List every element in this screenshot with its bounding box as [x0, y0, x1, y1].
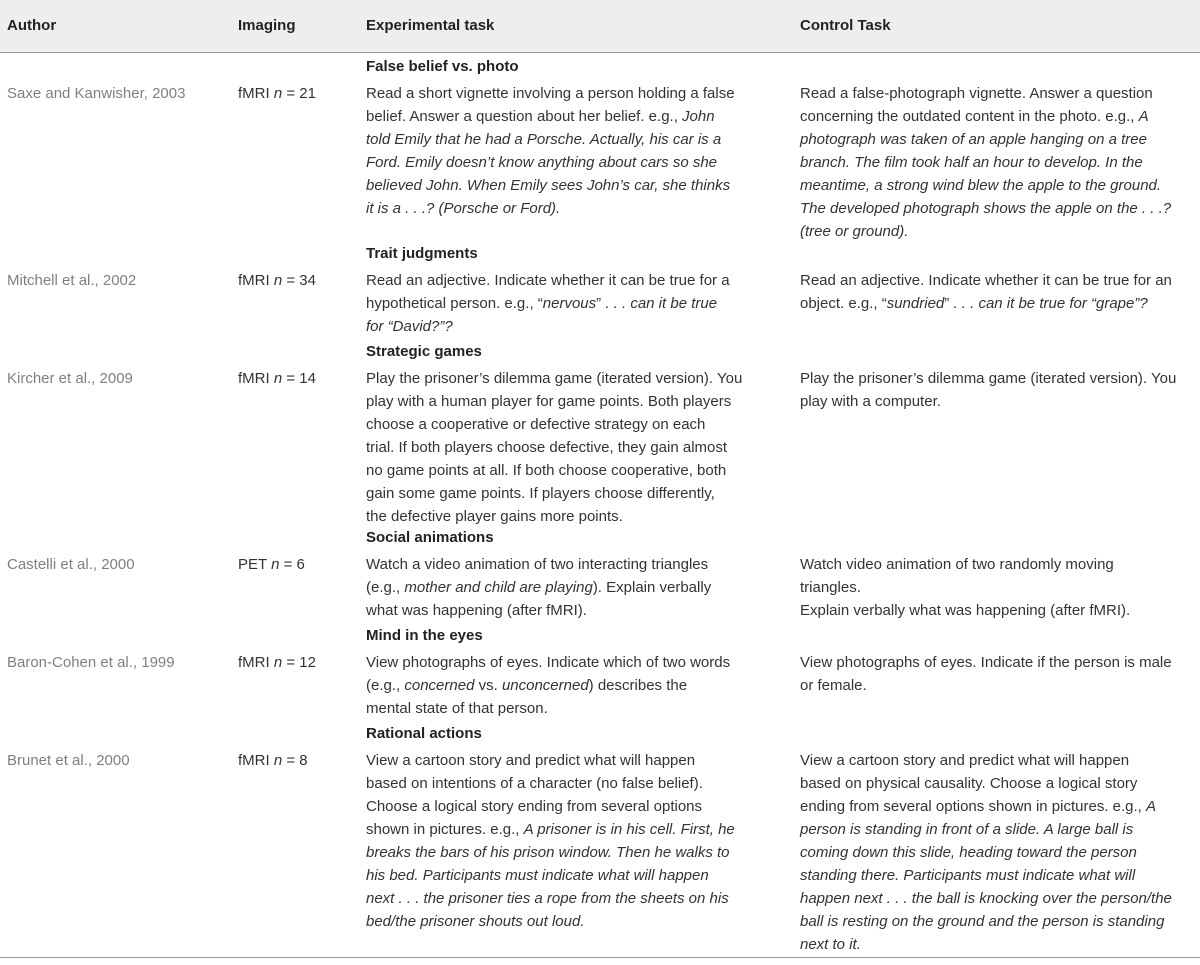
- control-task-line: object. e.g., “sundried” . . . can it be true for “grape”?: [800, 295, 1148, 312]
- experimental-task-line: breaks the bars of his prison window. Then he walks to: [366, 844, 730, 861]
- imaging-cell: fMRI n = 14: [238, 370, 316, 387]
- experimental-task-line: next . . . the prisoner ties a rope from the sheets on his: [366, 890, 729, 907]
- experimental-task-line: the defective player gains more points.: [366, 508, 623, 525]
- imaging-cell: fMRI n = 12: [238, 654, 316, 671]
- control-task-line: Watch video animation of two randomly moving: [800, 556, 1114, 573]
- experimental-task-line: shown in pictures. e.g., A prisoner is in his cell. First, he: [366, 821, 735, 838]
- experimental-task-line: View a cartoon story and predict what will happen: [366, 752, 696, 769]
- imaging-cell: PET n = 6: [238, 556, 305, 573]
- control-task-line: standing there. Participants must indicate what will: [800, 867, 1136, 884]
- author-cell: Castelli et al., 2000: [7, 556, 135, 573]
- control-task-line: Explain verbally what was happening (after fMRI).: [800, 602, 1131, 619]
- control-task-line: triangles.: [800, 579, 861, 596]
- imaging-cell: fMRI n = 21: [238, 85, 316, 102]
- control-task-line: ball is resting on the ground and the person is standing: [800, 913, 1165, 930]
- experimental-task-line: mental state of that person.: [366, 700, 548, 717]
- control-task-line: coming down this slide, heading toward the person: [800, 844, 1137, 861]
- control-task-line: View photographs of eyes. Indicate if the person is male: [800, 654, 1172, 671]
- experimental-task-line: no game points at all. If both choose cooperative, both: [366, 462, 727, 479]
- control-task-line: branch. The film took half an hour to develop. In the: [800, 154, 1143, 171]
- section-heading: Trait judgments: [366, 245, 478, 262]
- control-task-line: happen next . . . the ball is knocking over the person/the: [800, 890, 1172, 907]
- author-cell: Mitchell et al., 2002: [7, 272, 137, 289]
- control-task-line: next to it.: [800, 936, 861, 953]
- experimental-task-line: Read a short vignette involving a person holding a false: [366, 85, 735, 102]
- experimental-task-line: his bed. Participants must indicate what will happen: [366, 867, 709, 884]
- header-imaging: Imaging: [238, 17, 296, 34]
- control-task-line: The developed photograph shows the apple on the . . .?: [800, 200, 1172, 217]
- author-cell: Baron-Cohen et al., 1999: [7, 654, 175, 671]
- experimental-task-line: trial. If both players choose defective, they gain almost: [366, 439, 728, 456]
- control-task-line: Play the prisoner’s dilemma game (iterated version). You: [800, 370, 1177, 387]
- section-heading: Social animations: [366, 529, 494, 546]
- control-task-line: meantime, a strong wind blew the apple to the ground.: [800, 177, 1162, 194]
- control-task-line: or female.: [800, 677, 867, 694]
- experimental-task-line: Read an adjective. Indicate whether it can be true for a: [366, 272, 730, 289]
- experimental-task-line: believed John. When Emily sees John’s car, she thinks: [366, 177, 731, 194]
- table-header-band: [0, 0, 1200, 52]
- experimental-task-line: belief. Answer a question about her belief. e.g., John: [366, 108, 715, 125]
- section-heading: Strategic games: [366, 343, 482, 360]
- experimental-task-line: what was happening (after fMRI).: [366, 602, 587, 619]
- experimental-task-line: gain some game points. If players choose differently,: [366, 485, 715, 502]
- section-heading: False belief vs. photo: [366, 58, 519, 75]
- control-task-line: (tree or ground).: [800, 223, 909, 240]
- experimental-task-line: bed/the prisoner shouts out loud.: [366, 913, 585, 930]
- experimental-task-line: for “David?”?: [366, 318, 453, 335]
- author-cell: Kircher et al., 2009: [7, 370, 133, 387]
- experimental-task-line: Ford. Emily doesn’t know anything about cars so she: [366, 154, 718, 171]
- experimental-task-line: it is a . . .? (Porsche or Ford).: [366, 200, 561, 217]
- experimental-task-line: choose a cooperative or defective strategy on each: [366, 416, 706, 433]
- control-task-line: ending from several options shown in pictures. e.g., A: [800, 798, 1157, 815]
- control-task-line: photograph was taken of an apple hanging on a tree: [800, 131, 1147, 148]
- experimental-task-line: Watch a video animation of two interacting triangles: [366, 556, 709, 573]
- section-heading: Rational actions: [366, 725, 482, 742]
- experimental-task-line: told Emily that he had a Porsche. Actually, his car is a: [366, 131, 722, 148]
- experimental-task-line: (e.g., mother and child are playing). Explain verbally: [366, 579, 712, 596]
- control-task-line: Read an adjective. Indicate whether it can be true for an: [800, 272, 1172, 289]
- control-task-line: play with a computer.: [800, 393, 941, 410]
- experimental-task-line: hypothetical person. e.g., “nervous” . . . can it be true: [366, 295, 718, 312]
- author-cell: Saxe and Kanwisher, 2003: [7, 85, 186, 102]
- control-task-line: concerning the outdated content in the photo. e.g., A: [800, 108, 1149, 125]
- experimental-task-line: (e.g., concerned vs. unconcerned) describes the: [366, 677, 688, 694]
- control-task-line: View a cartoon story and predict what will happen: [800, 752, 1130, 769]
- experimental-task-line: play with a human player for game points. Both players: [366, 393, 732, 410]
- header-control-task: Control Task: [800, 17, 891, 34]
- header-experimental-task: Experimental task: [366, 17, 495, 34]
- experimental-task-line: Play the prisoner’s dilemma game (iterated version). You: [366, 370, 743, 387]
- experimental-task-line: Choose a logical story ending from several options: [366, 798, 703, 815]
- control-task-line: based on physical causality. Choose a logical story: [800, 775, 1138, 792]
- experimental-task-line: based on intentions of a character (no false belief).: [366, 775, 703, 792]
- author-cell: Brunet et al., 2000: [7, 752, 130, 769]
- control-task-line: person is standing in front of a slide. A large ball is: [800, 821, 1134, 838]
- experimental-task-line: View photographs of eyes. Indicate which of two words: [366, 654, 731, 671]
- header-author: Author: [7, 17, 57, 34]
- header-rule: [0, 52, 1200, 53]
- table-bottom-rule: [0, 957, 1200, 958]
- section-heading: Mind in the eyes: [366, 627, 483, 644]
- control-task-line: Read a false-photograph vignette. Answer a question: [800, 85, 1153, 102]
- imaging-cell: fMRI n = 8: [238, 752, 308, 769]
- imaging-cell: fMRI n = 34: [238, 272, 316, 289]
